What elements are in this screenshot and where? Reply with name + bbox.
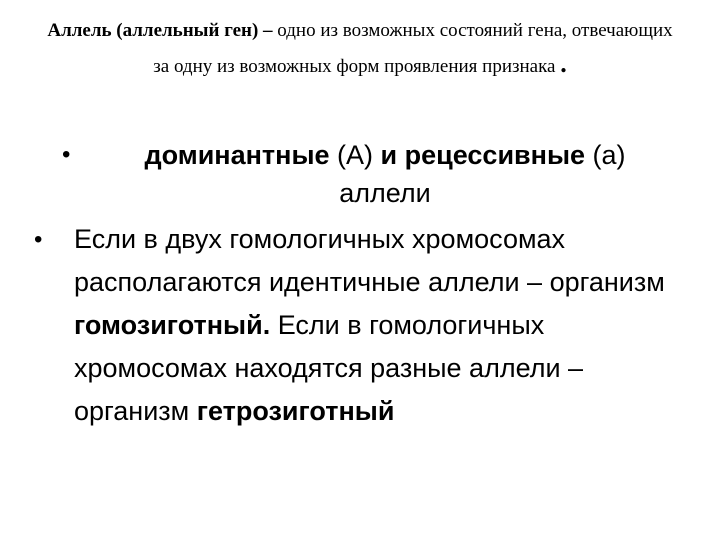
definition-text: одно из возможных состояний гена, отвечающих за одну из возможных форм проявления признака <box>153 20 673 77</box>
alleles-word: аллели <box>339 178 431 208</box>
definition-end: . <box>560 49 567 78</box>
definition-paragraph <box>40 14 680 83</box>
homozygous-term: гомозиготный. <box>74 310 271 340</box>
heterozygous-term: гетрозиготный <box>196 396 395 426</box>
zygosity-text-part2: Если в гомологичных хромосомах находятся разные аллели – организм <box>74 310 584 426</box>
dominant-symbol: (А) <box>329 140 381 170</box>
bullet-allele-types <box>62 136 682 212</box>
bullet-dot: • <box>34 226 43 253</box>
bullet-zygosity <box>34 218 694 433</box>
allele-types-text <box>88 136 682 212</box>
zygosity-text <box>74 218 694 433</box>
bullet-dot: • <box>62 141 71 168</box>
term-allele: Аллель (аллельный ген) – <box>47 20 273 41</box>
recessive-term: и рецессивные <box>380 140 586 170</box>
dominant-term: доминантные <box>144 140 330 170</box>
recessive-symbol: (а) <box>585 140 626 170</box>
zygosity-text-part1: Если в двух гомологичных хромосомах располагаются идентичные аллели – организм <box>74 224 665 297</box>
